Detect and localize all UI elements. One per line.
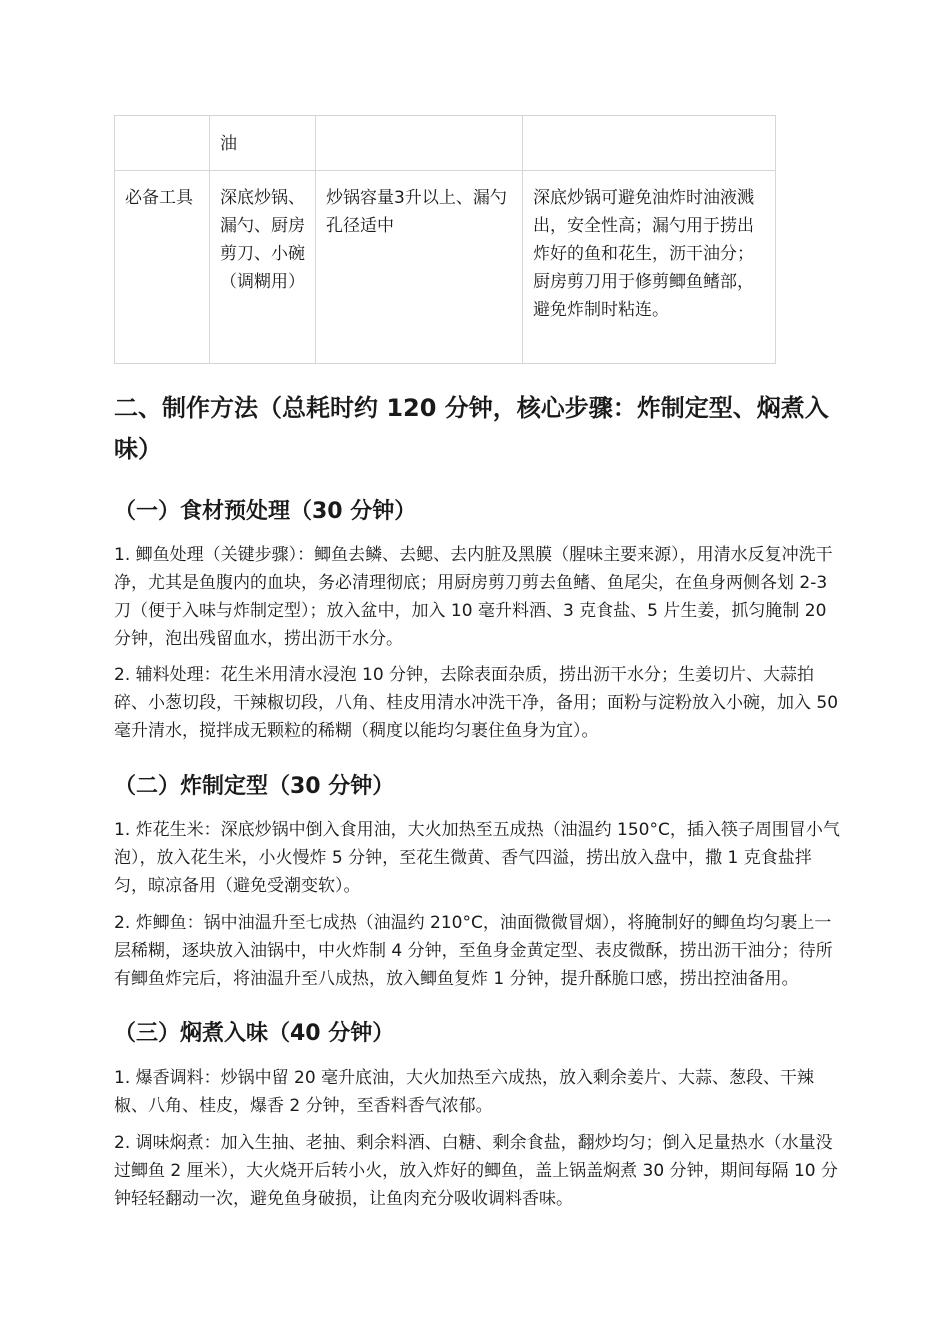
table-cell-item: 油: [210, 116, 316, 171]
paragraph-saute-spices: 1. 爆香调料：炒锅中留 20 毫升底油，大火加热至六成热，放入剩余姜片、大蒜、葱段、干辣椒、八角、桂皮，爆香 2 分钟，至香料香气浓郁。: [114, 1068, 815, 1116]
tools-table: [114, 115, 776, 364]
table-cell-category: 必备工具: [115, 171, 210, 364]
table-cell-spec: [316, 116, 523, 171]
table-cell-item: 深底炒锅、漏勺、厨房剪刀、小碗（调糊用）: [210, 171, 316, 364]
paragraph-ingredient-processing: 2. 辅料处理：花生米用清水浸泡 10 分钟，去除表面杂质，捞出沥干水分；生姜切片、大蒜拍碎、小葱切段，干辣椒切段，八角、桂皮用清水冲洗干净，备用；面粉与淀粉放入小碗，加入 50 毫升清水，搅拌成无颗粒的稀糊（稠度以能均匀裹住鱼身为宜）。: [114, 665, 839, 741]
table-row: [115, 171, 776, 364]
paragraph-fry-fish: 2. 炸鲫鱼：锅中油温升至七成热（油温约 210°C，油面微微冒烟），将腌制好的鲫鱼均匀裹上一层稀糊，逐块放入油锅中，中火炸制 4 分钟，至鱼身金黄定型、表皮微酥，捞出沥干油分；待所有鲫鱼炸完后，将油温升至八成热，放入鲫鱼复炸 1 分钟，提升酥脆口感，捞出控油备用。: [114, 913, 833, 989]
table-row: [115, 116, 776, 171]
section-heading: 二、制作方法（总耗时约 120 分钟，核心步骤：炸制定型、焖煮入味）: [114, 394, 829, 463]
step-heading-preprocess: （一）食材预处理（30 分钟）: [114, 499, 417, 524]
table-cell-category: [115, 116, 210, 171]
paragraph-fry-peanuts: 1. 炸花生米：深底炒锅中倒入食用油，大火加热至五成热（油温约 150°C，插入筷子周围冒小气泡），放入花生米，小火慢炸 5 分钟，至花生微黄、香气四溢，捞出放入盘中，撒 1 克食盐拌匀，晾凉备用（避免受潮变软）。: [114, 820, 840, 896]
step-heading-braising: （三）焖煮入味（40 分钟）: [114, 1021, 395, 1046]
paragraph-fish-processing: 1. 鲫鱼处理（关键步骤）：鲫鱼去鳞、去鳃、去内脏及黑膜（腥味主要来源），用清水反复冲洗干净，尤其是鱼腹内的血块，务必清理彻底；用厨房剪刀剪去鱼鳍、鱼尾尖，在鱼身两侧各划 2-3 刀（便于入味与炸制定型）；放入盆中，加入 10 毫升料酒、3 克食盐、5 片生姜，抓匀腌制 20 分钟，泡出残留血水，捞出沥干水分。: [114, 545, 833, 649]
step-heading-frying: （二）炸制定型（30 分钟）: [114, 774, 395, 799]
table-cell-note: 深底炒锅可避免油炸时油液溅出，安全性高；漏勺用于捞出炸好的鱼和花生，沥干油分；厨房剪刀用于修剪鲫鱼鳍部，避免炸制时粘连。: [523, 171, 776, 364]
table-cell-note: [523, 116, 776, 171]
paragraph-braise: 2. 调味焖煮：加入生抽、老抽、剩余料酒、白糖、剩余食盐，翻炒均匀；倒入足量热水（水量没过鲫鱼 2 厘米），大火烧开后转小火，放入炸好的鲫鱼，盖上锅盖焖煮 30 分钟，期间每隔 10 分钟轻轻翻动一次，避免鱼身破损，让鱼肉充分吸收调料香味。: [114, 1133, 839, 1209]
table-cell-spec: 炒锅容量3升以上、漏勺孔径适中: [316, 171, 523, 364]
